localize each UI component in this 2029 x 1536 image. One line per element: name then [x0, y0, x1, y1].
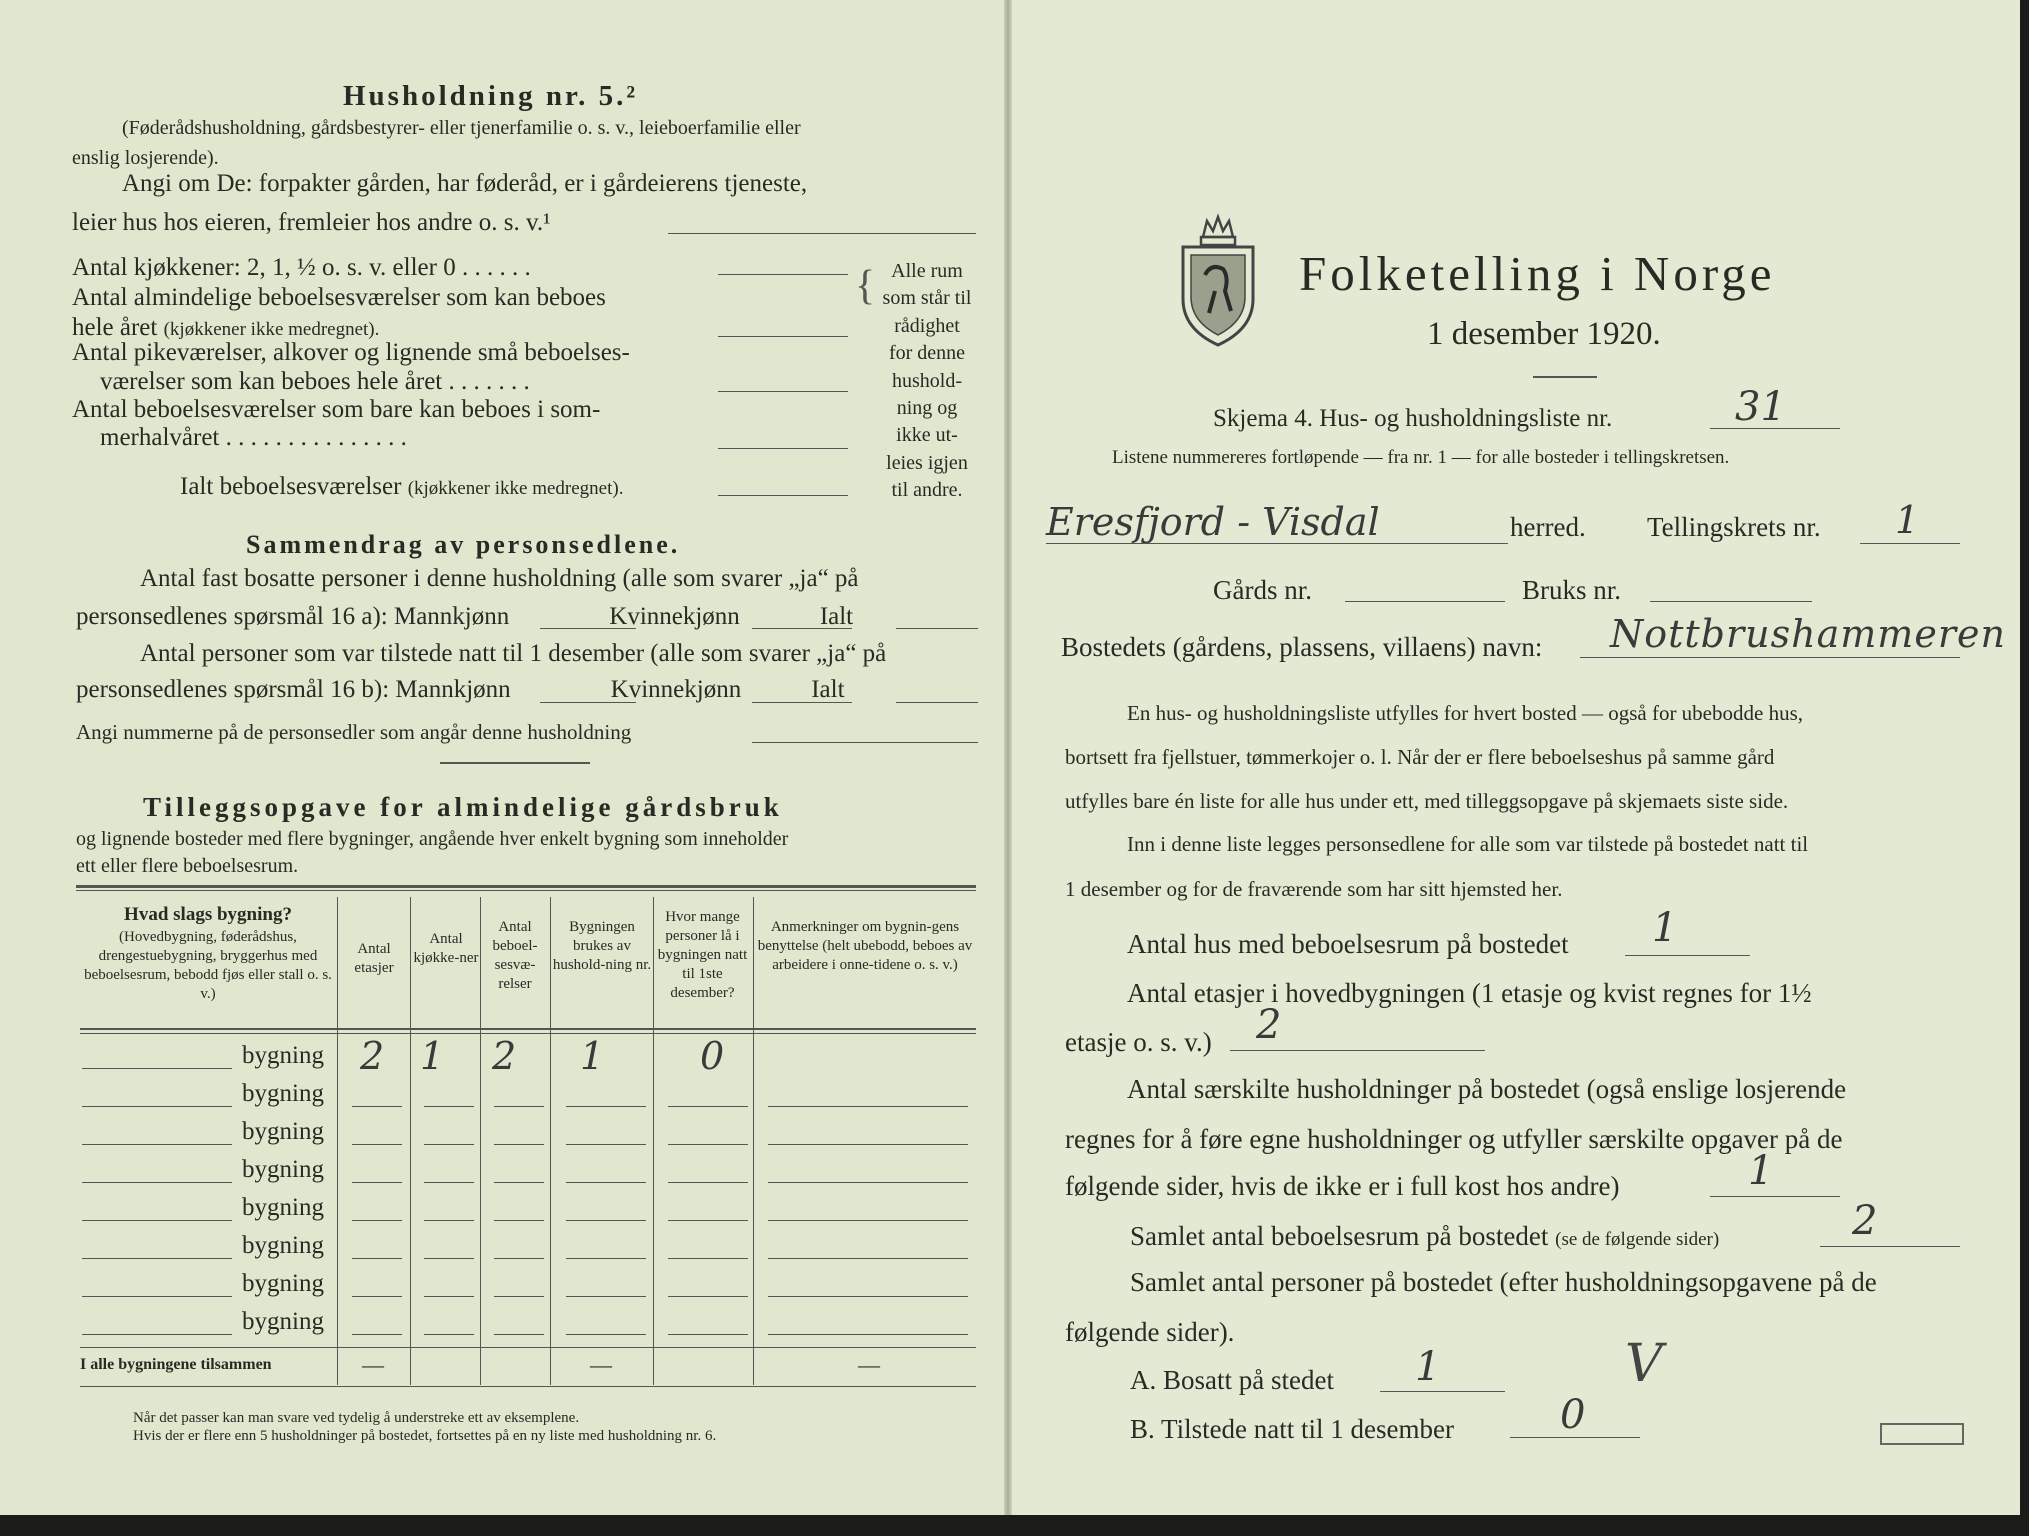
- intro-paren-2: enslig losjerende).: [72, 147, 219, 169]
- kitchen-count-label: Antal kjøkkener: 2, 1, ½ o. s. v. eller 0 . . . . . .: [72, 254, 531, 281]
- households-label-1: Antal særskilte husholdninger på bostedet (også enslige losjerende: [1127, 1074, 1847, 1104]
- present-label: B. Tilstede natt til 1 desember: [1130, 1414, 1454, 1444]
- footnote-1: Når det passer kan man svare ved tydelig å understreke ett av eksemplene.: [133, 1410, 580, 1426]
- col-header-building-desc: (Hovedbygning, føderådshus, drengestuebygning, bryggerhus med beboelsesrum, bebodd fjøs eller stall o. s. v.): [84, 929, 332, 1002]
- brace-note-line: som står til: [882, 287, 972, 310]
- brace-note-line: ning og: [896, 397, 958, 420]
- col-header-household: Bygningen brukes av hushold-ning nr.: [552, 919, 652, 973]
- col-header-rooms: Antal beboel-sesvæ-relser: [492, 919, 538, 992]
- floors-value: 2: [1256, 1002, 1282, 1048]
- herred-label: herred.: [1510, 512, 1586, 542]
- resident-value: 1: [1415, 1344, 1441, 1390]
- brace-note-line: Alle rum: [891, 260, 963, 282]
- total-rooms-place-label: Samlet antal beboelsesrum på bostedet (se de følgende sider): [1130, 1221, 1720, 1251]
- floors-label-1: Antal etasjer i hovedbygningen (1 etasje og kvist regnes for 1½: [1127, 978, 1812, 1008]
- check-mark: V: [1625, 1334, 1663, 1394]
- total-persons-label-2: følgende sider).: [1065, 1317, 1235, 1347]
- coat-of-arms-icon: [1175, 207, 1261, 349]
- instruction-2a: Inn i denne liste legges personsedlene for alle som var tilstede på bostedet natt til: [1127, 832, 1809, 856]
- resident-count-2: personsedlenes spørsmål 16 a): Mannkjønn Kvinnekjønn Ialt: [76, 603, 854, 630]
- summer-rooms-label-1: Antal beboelsesværelser som bare kan beboes i som-: [72, 396, 601, 423]
- cell-value: 2: [492, 1034, 517, 1078]
- total-persons-label-1: Samlet antal personer på bostedet (efter husholdningsopgavene på de: [1130, 1267, 1877, 1297]
- col-header-floors: Antal etasjer: [354, 941, 394, 976]
- page-fold: [1004, 0, 1012, 1515]
- cell-value: 1: [420, 1034, 445, 1078]
- instruction-2b: 1 desember og for de fraværende som har sitt hjemsted her.: [1065, 877, 1563, 901]
- intro-paren: (Føderådshusholdning, gårdsbestyrer- eller tjenerfamilie o. s. v., leieboerfamilie eller: [122, 117, 801, 139]
- brace-note-line: ikke ut-: [896, 424, 958, 447]
- household-title: Husholdning nr. 5.²: [343, 80, 639, 112]
- brace-note-line: hushold-: [892, 369, 962, 392]
- brace-note: [872, 258, 982, 505]
- row-label: bygning: [242, 1194, 324, 1221]
- households-label-2: regnes for å føre egne husholdninger og utfyller særskilte opgaver på de: [1065, 1124, 1843, 1154]
- census-district-value: 1: [1895, 498, 1920, 542]
- total-mark: —: [590, 1352, 612, 1377]
- floors-label-2: etasje o. s. v.): [1065, 1027, 1212, 1057]
- angi-line-2: leier hus hos eieren, fremleier hos andre o. s. v.¹: [72, 209, 551, 236]
- instruction-1c: utfylles bare én liste for alle hus under ett, med tilleggsopgave på skjemaets siste side.: [1065, 789, 1789, 813]
- maid-rooms-label-2: værelser som kan beboes hele året . . . . . . .: [100, 368, 530, 395]
- place-name-label: Bostedets (gårdens, plassens, villaens) navn:: [1061, 632, 1543, 662]
- row-label: bygning: [242, 1156, 324, 1183]
- cell-value: 0: [700, 1034, 725, 1078]
- brace: {: [855, 263, 876, 309]
- angi-line-1: Angi om De: forpakter gården, har føderåd, er i gårdeierens tjeneste,: [122, 170, 808, 197]
- households-label-3: følgende sider, hvis de ikke er i full kost hos andre): [1065, 1171, 1620, 1201]
- row-label: bygning: [242, 1042, 324, 1069]
- farm-number-label: Gårds nr.: [1213, 575, 1312, 605]
- houses-label: Antal hus med beboelsesrum på bostedet: [1127, 929, 1569, 959]
- list-number-value: 31: [1735, 384, 1786, 430]
- row-label: bygning: [242, 1270, 324, 1297]
- supplement-desc-2: ett eller flere beboelsesrum.: [76, 855, 299, 877]
- houses-value: 1: [1652, 905, 1678, 951]
- households-value: 1: [1748, 1148, 1774, 1194]
- total-mark: —: [362, 1352, 384, 1377]
- person-slip-numbers-label: Angi nummerne på de personsedler som angår denne husholdning: [76, 720, 632, 744]
- place-name-value: Nottbrushammeren: [1610, 612, 2006, 656]
- printer-stamp: [1880, 1423, 1964, 1445]
- present-value: 0: [1560, 1392, 1586, 1438]
- brace-note-line: for denne: [888, 342, 966, 365]
- row-label: bygning: [242, 1118, 324, 1145]
- col-header-kitchens: Antal kjøkke-ner: [413, 931, 479, 966]
- col-header-remarks: Anmerkninger om bygnin-gens benyttelse (helt ubebodd, beboes av arbeidere i onne-tidene o. s. v.): [757, 919, 973, 973]
- cell-value: 1: [580, 1034, 605, 1078]
- brace-note-line: leies igjen: [886, 451, 968, 474]
- brace-note-line: til andre.: [891, 479, 963, 502]
- form-date: 1 desember 1920.: [1427, 316, 1661, 352]
- present-count-2: personsedlenes spørsmål 16 b): Mannkjønn Kvinnekjønn Ialt: [76, 676, 845, 703]
- col-header-building-type: Hvad slags bygning?: [124, 904, 292, 925]
- col-header-persons: Hvor mange personer lå i bygningen natt til 1ste desember?: [657, 909, 748, 1001]
- instruction-1b: bortsett fra fjellstuer, tømmerkojer o. l. Når der er flere beboelseshus på samme gård: [1065, 745, 1775, 769]
- supplement-title: Tilleggsopgave for almindelige gårdsbruk: [143, 792, 783, 822]
- total-row-label: I alle bygningene tilsammen: [80, 1356, 272, 1373]
- resident-count-1: Antal fast bosatte personer i denne husholdning (alle som svarer „ja“ på: [140, 565, 859, 592]
- numbering-note: Listene nummereres fortløpende — fra nr. 1 — for alle bosteder i tellingskretsen.: [1112, 447, 1730, 468]
- instruction-1a: En hus- og husholdningsliste utfylles for hvert bosted — også for ubebodde hus,: [1127, 701, 1803, 725]
- summary-title: Sammendrag av personsedlene.: [246, 530, 681, 559]
- maid-rooms-label-1: Antal pikeværelser, alkover og lignende små beboelses-: [72, 339, 630, 366]
- form-title: Folketelling i Norge: [1299, 246, 1776, 301]
- row-label: bygning: [242, 1308, 324, 1335]
- present-count-1: Antal personer som var tilstede natt til 1 desember (alle som svarer „ja“ på: [140, 640, 887, 667]
- schema-label: Skjema 4. Hus- og husholdningsliste nr.: [1213, 405, 1613, 432]
- footnote-2: Hvis der er flere enn 5 husholdninger på bostedet, fortsettes på en ny liste med husholdning nr. 6.: [133, 1428, 717, 1444]
- summer-rooms-label-2: merhalvåret . . . . . . . . . . . . . . .: [100, 424, 407, 451]
- brace-note-line: rådighet: [894, 314, 960, 337]
- census-district-label: Tellingskrets nr.: [1647, 512, 1821, 542]
- common-rooms-label-2: hele året (kjøkkener ikke medregnet).: [72, 314, 380, 341]
- supplement-desc-1: og lignende bosteder med flere bygninger, angående hver enkelt bygning som inneholder: [76, 828, 789, 850]
- common-rooms-label-1: Antal almindelige beboelsesværelser som kan beboes: [72, 284, 606, 311]
- holding-number-label: Bruks nr.: [1522, 575, 1622, 605]
- cell-value: 2: [360, 1034, 385, 1078]
- row-label: bygning: [242, 1232, 324, 1259]
- total-rooms-place-value: 2: [1852, 1198, 1878, 1244]
- herred-value: Eresfjord - Visdal: [1046, 500, 1380, 544]
- total-rooms-label: Ialt beboelsesværelser (kjøkkener ikke medregnet).: [180, 473, 624, 500]
- resident-label: A. Bosatt på stedet: [1130, 1365, 1334, 1395]
- row-label: bygning: [242, 1080, 324, 1107]
- total-mark: —: [858, 1352, 880, 1377]
